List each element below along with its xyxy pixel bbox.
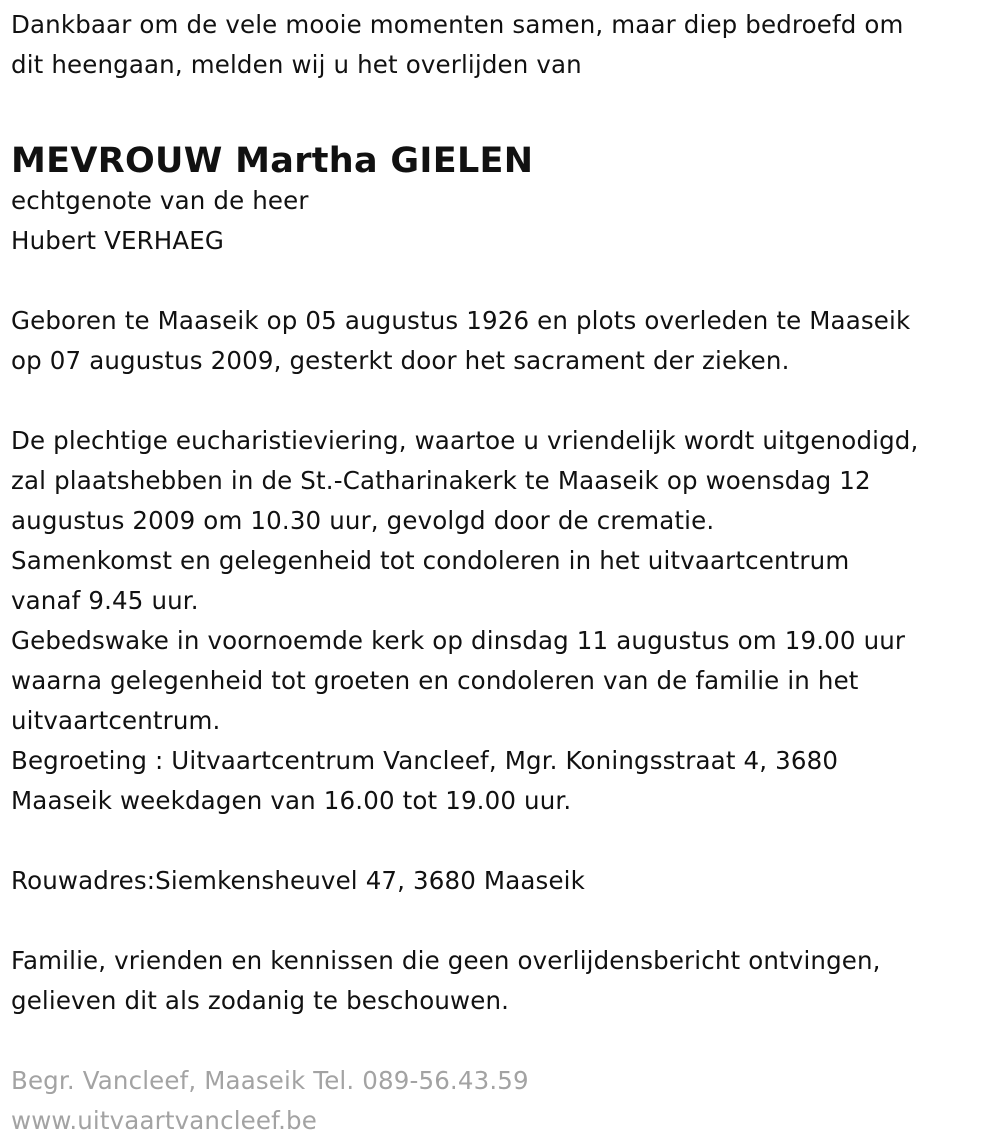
- spacer: [11, 1021, 1000, 1061]
- birth-death-line: Geboren te Maaseik op 05 augustus 1926 en plots overleden te Maaseik: [11, 306, 911, 335]
- vigil-line: waarna gelegenheid tot groeten en condoleren van de familie in het: [11, 666, 859, 695]
- spacer: [11, 85, 1000, 125]
- relation-block: [11, 181, 1000, 261]
- gathering-line: vanaf 9.45 uur.: [11, 586, 199, 615]
- notice-line: Familie, vrienden en kennissen die geen overlijdensbericht ontvingen,: [11, 946, 881, 975]
- funeral-home-website[interactable]: www.uitvaartvancleef.be: [11, 1106, 317, 1135]
- notice-line: gelieven dit als zodanig te beschouwen.: [11, 986, 510, 1015]
- vigil-line: Gebedswake in voornoemde kerk op dinsdag 11 augustus om 19.00 uur: [11, 626, 906, 655]
- ceremony-line: De plechtige eucharistieviering, waartoe u vriendelijk wordt uitgenodigd,: [11, 426, 919, 455]
- birth-death-paragraph: [11, 301, 1000, 381]
- relation-line: echtgenote van de heer: [11, 186, 309, 215]
- intro-line: dit heengaan, melden wij u het overlijden van: [11, 50, 582, 79]
- vigil-line: uitvaartcentrum.: [11, 706, 221, 735]
- spouse-name: Hubert VERHAEG: [11, 226, 225, 255]
- visitation-line: Begroeting : Uitvaartcentrum Vancleef, Mgr. Koningsstraat 4, 3680: [11, 746, 839, 775]
- spacer: [11, 901, 1000, 941]
- ceremony-line: zal plaatshebben in de St.-Catharinakerk te Maaseik op woensdag 12: [11, 466, 871, 495]
- spacer: [11, 381, 1000, 421]
- gathering-line: Samenkomst en gelegenheid tot condoleren in het uitvaartcentrum: [11, 546, 850, 575]
- intro-paragraph: [11, 5, 1000, 85]
- mourning-address: Rouwadres:Siemkensheuvel 47, 3680 Maaseik: [11, 866, 585, 895]
- visitation-line: Maaseik weekdagen van 16.00 tot 19.00 uur.: [11, 786, 572, 815]
- birth-death-line: op 07 augustus 2009, gesterkt door het sacrament der zieken.: [11, 346, 790, 375]
- notice-paragraph: [11, 941, 1000, 1021]
- spacer: [11, 821, 1000, 861]
- deceased-name: MEVROUW Martha GIELEN: [11, 141, 534, 181]
- footer: [11, 1061, 1000, 1141]
- intro-line: Dankbaar om de vele mooie momenten samen, maar diep bedroefd om: [11, 10, 904, 39]
- funeral-home-contact: Begr. Vancleef, Maaseik Tel. 089-56.43.59: [11, 1066, 529, 1095]
- ceremony-paragraph: [11, 421, 1000, 821]
- spacer: [11, 261, 1000, 301]
- ceremony-line: augustus 2009 om 10.30 uur, gevolgd door de crematie.: [11, 506, 715, 535]
